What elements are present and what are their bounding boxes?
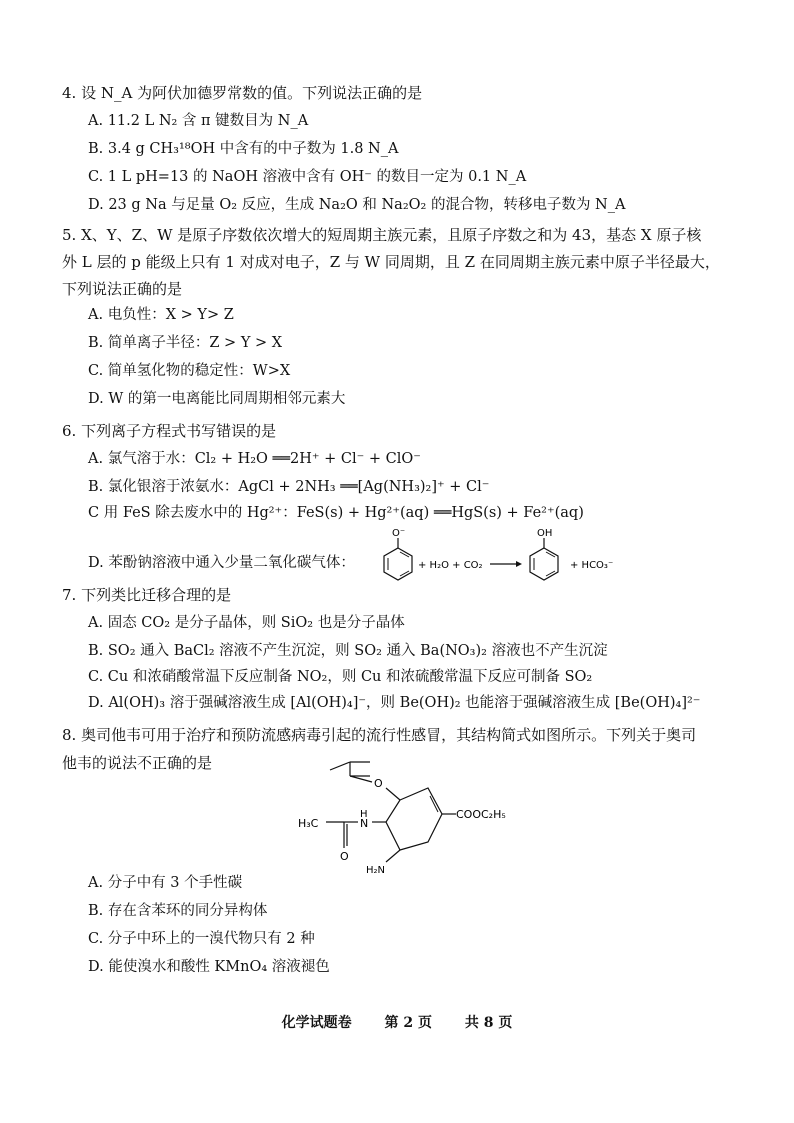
page-footer	[0, 1012, 794, 1032]
bond	[330, 762, 350, 770]
question-6-stem	[62, 420, 752, 442]
q8-option-a: A. 分子中有 3 个手性碳	[88, 875, 243, 891]
bond	[386, 850, 400, 862]
q7-option-b: B. SO₂ 通入 BaCl₂ 溶液不产生沉淀，则 SO₂ 通入 Ba(NO₃)₂ 溶液也不产生沉淀	[88, 643, 608, 659]
ester-group-label: COOC₂H₅	[456, 808, 506, 821]
ring-double-bond	[400, 552, 409, 557]
q4-option-b: B. 3.4 g CH₃¹⁸OH 中含有的中子数为 1.8 N_A	[88, 141, 399, 157]
question-text-line: 他韦的说法不正确的是	[62, 754, 213, 772]
reactants-label: + H₂O + CO₂	[418, 560, 483, 571]
q8-option-c: C. 分子中环上的一溴代物只有 2 种	[88, 931, 315, 947]
q4-option-a: A. 11.2 L N₂ 含 π 键数目为 N_A	[88, 113, 309, 129]
bond	[386, 788, 400, 800]
q5-option-b: B. 简单离子半径：Z > Y > X	[88, 335, 283, 351]
ether-oxygen-label: O	[374, 777, 383, 790]
q7-option-c: C. Cu 和浓硝酸常温下反应制备 NO₂，则 Cu 和浓硫酸常温下反应可制备 SO₂	[88, 669, 593, 685]
question-text-line: 下列说法正确的是	[62, 280, 183, 298]
question-7-stem	[62, 584, 752, 606]
question-4-stem	[62, 82, 752, 104]
carbonyl-oxygen-label: O	[340, 850, 349, 863]
question-text-line: 外 L 层的 p 能级上只有 1 对成对电子，Z 与 W 同周期，且 Z 在同周期主族元素中原子半径最大，	[62, 253, 720, 271]
amide-h-label: H	[360, 809, 368, 820]
methyl-label: H₃C	[298, 817, 319, 830]
phenoxide-label: O⁻	[392, 528, 406, 539]
question-text-line: 5. X、Y、Z、W 是原子序数依次增大的短周期主族元素，且原子序数之和为 43，基态 X 原子核	[62, 226, 702, 244]
cyclohexene-ring	[386, 788, 442, 850]
footer-total-pages: 共 8 页	[464, 1015, 513, 1031]
arrow-head-icon	[516, 561, 522, 567]
q4-option-c: C. 1 L pH=13 的 NaOH 溶液中含有 OH⁻ 的数目一定为 0.1 N_A	[88, 169, 527, 185]
q7-option-d: D. Al(OH)₃ 溶于强碱溶液生成 [Al(OH)₄]⁻，则 Be(OH)₂ 也能溶于强碱溶液生成 [Be(OH)₄]²⁻	[88, 695, 701, 711]
q6-option-b: B. 氯化银溶于浓氨水：AgCl + 2NH₃ ══[Ag(NH₃)₂]⁺ + Cl⁻	[88, 479, 490, 495]
question-text: 4. 设 N_A 为阿伏加德罗常数的值。下列说法正确的是	[62, 84, 423, 102]
ring-double-bond	[546, 571, 555, 576]
q8-option-b: B. 存在含苯环的同分异构体	[88, 903, 268, 919]
q6-option-a: A. 氯气溶于水：Cl₂ + H₂O ══2H⁺ + Cl⁻ + ClO⁻	[88, 451, 421, 467]
q5-option-a: A. 电负性：X > Y> Z	[88, 307, 234, 323]
ring-double-bond	[400, 571, 409, 576]
phenoxide-reaction-scheme	[378, 526, 628, 588]
q7-option-a: A. 固态 CO₂ 是分子晶体，则 SiO₂ 也是分子晶体	[88, 615, 405, 631]
question-5-stem	[62, 224, 752, 300]
question-text: 6. 下列离子方程式书写错误的是	[62, 422, 277, 440]
amide-n-label: N	[360, 817, 369, 830]
amine-label: H₂N	[366, 865, 386, 876]
products-label: + HCO₃⁻	[570, 560, 614, 571]
question-text: 7. 下列类比迁移合理的是	[62, 586, 232, 604]
question-text-line: 8. 奥司他韦可用于治疗和预防流感病毒引起的流行性感冒，其结构简式如图所示。下列关于奥司	[62, 726, 697, 744]
q6-option-c: C 用 FeS 除去废水中的 Hg²⁺：FeS(s) + Hg²⁺(aq) ══HgS(s) + Fe²⁺(aq)	[88, 505, 584, 521]
q8-option-d: D. 能使溴水和酸性 KMnO₄ 溶液褪色	[88, 959, 330, 975]
q5-option-c: C. 简单氢化物的稳定性：W>X	[88, 363, 291, 379]
phenol-label: OH	[537, 528, 553, 539]
ring-double-bond	[546, 552, 555, 557]
q4-option-d: D. 23 g Na 与足量 O₂ 反应，生成 Na₂O 和 Na₂O₂ 的混合物，转移电子数为 N_A	[88, 197, 626, 213]
bond	[350, 776, 372, 782]
q6-option-d: D. 苯酚钠溶液中通入少量二氧化碳气体：	[88, 555, 355, 571]
q5-option-d: D. W 的第一电离能比同周期相邻元素大	[88, 391, 346, 407]
footer-title: 化学试题卷	[281, 1015, 352, 1031]
oseltamivir-structure	[290, 752, 530, 876]
footer-page-number: 第 2 页	[384, 1015, 432, 1031]
